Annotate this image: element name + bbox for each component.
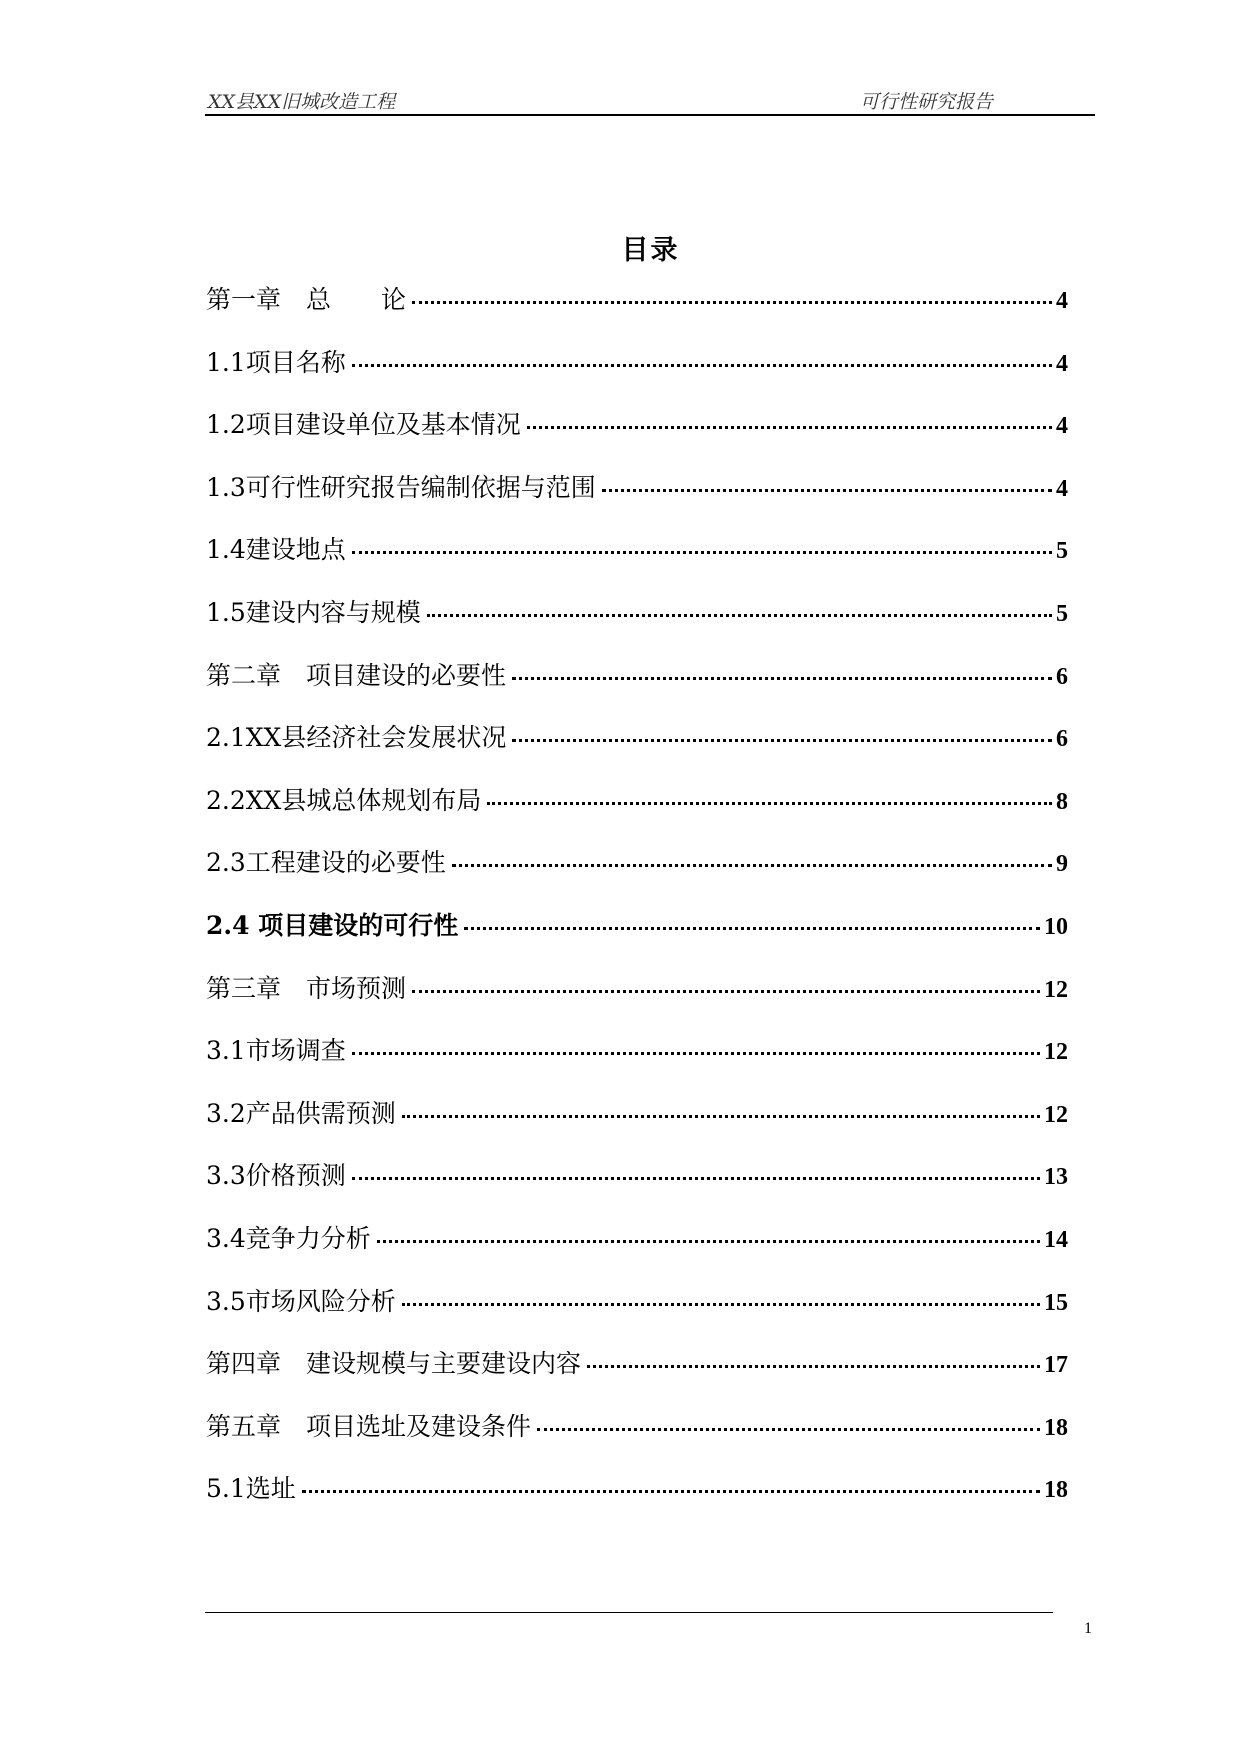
dot-leader	[352, 1052, 1040, 1055]
footer-divider	[205, 1612, 1053, 1613]
toc-entry-page: 10	[1044, 913, 1068, 940]
toc-entry-page: 15	[1044, 1289, 1068, 1316]
toc-entry-page: 4	[1056, 475, 1068, 502]
dot-leader	[352, 1177, 1040, 1180]
toc-entry-3-4[interactable]	[206, 1224, 1068, 1287]
toc-entry-label: 1.2项目建设单位及基本情况	[206, 410, 521, 440]
toc-entry-label: 3.4竞争力分析	[206, 1223, 371, 1253]
header-report-title: 可行性研究报告	[860, 91, 994, 113]
toc-entry-3-2[interactable]	[206, 1099, 1068, 1162]
toc-entry-page: 12	[1044, 1101, 1068, 1128]
toc-entry-label: 1.4建设地点	[206, 535, 346, 565]
toc-entry-page: 5	[1056, 600, 1068, 627]
dot-leader	[402, 1115, 1040, 1118]
page-number: 1	[1084, 1620, 1092, 1637]
toc-entry-chapter-4[interactable]	[206, 1349, 1068, 1412]
toc-entry-page: 18	[1044, 1414, 1068, 1441]
toc-entry-chapter-2[interactable]	[206, 661, 1068, 724]
toc-entry-chapter-1[interactable]	[206, 285, 1068, 348]
dot-leader	[487, 802, 1052, 805]
toc-entry-page: 6	[1056, 663, 1068, 690]
toc-entry-3-5[interactable]	[206, 1287, 1068, 1350]
toc-entry-page: 4	[1056, 288, 1068, 314]
toc-entry-label: 2.3工程建设的必要性	[206, 848, 446, 878]
toc-entry-page: 12	[1044, 1039, 1068, 1066]
dot-leader	[402, 1303, 1040, 1306]
toc-entry-label: 3.3价格预测	[206, 1161, 346, 1191]
toc-entry-label: 1.5建设内容与规模	[206, 597, 421, 627]
toc-entry-page: 5	[1056, 538, 1068, 565]
toc-entry-label: 2.4 项目建设的可行性	[206, 910, 459, 940]
toc-entry-2-2[interactable]	[206, 786, 1068, 849]
toc-entry-label: 2.2XX县城总体规划布局	[206, 785, 482, 815]
toc-entry-label: 第五章 项目选址及建设条件	[206, 1411, 532, 1441]
toc-entry-label: 第三章 市场预测	[206, 973, 407, 1003]
dot-leader	[427, 614, 1052, 617]
dot-leader	[412, 990, 1040, 993]
toc-entry-chapter-5[interactable]	[206, 1412, 1068, 1475]
page-header	[205, 84, 1095, 116]
toc-entry-label: 3.2产品供需预测	[206, 1098, 396, 1128]
toc-entry-label: 3.1市场调查	[206, 1036, 346, 1066]
toc-entry-5-1[interactable]	[206, 1474, 1068, 1537]
dot-leader	[587, 1365, 1040, 1368]
toc-entry-label: 1.1项目名称	[206, 347, 346, 377]
toc-title: 目录	[621, 235, 680, 266]
toc-entry-2-1[interactable]	[206, 723, 1068, 786]
toc-entry-2-4[interactable]	[206, 911, 1068, 974]
toc-entry-page: 4	[1056, 350, 1068, 377]
toc-entry-3-3[interactable]	[206, 1161, 1068, 1224]
toc-entry-1-5[interactable]	[206, 598, 1068, 661]
toc-entry-page: 17	[1044, 1352, 1068, 1379]
toc-entry-2-3[interactable]	[206, 848, 1068, 911]
dot-leader	[512, 739, 1052, 742]
toc-entry-3-1[interactable]	[206, 1036, 1068, 1099]
dot-leader	[412, 301, 1052, 304]
toc-entry-chapter-3[interactable]	[206, 974, 1068, 1037]
toc-entry-label: 5.1选址	[206, 1474, 296, 1504]
dot-leader	[512, 677, 1052, 680]
dot-leader	[527, 426, 1052, 429]
toc-entry-label: 第一章 总 论	[206, 285, 407, 314]
toc-entry-page: 8	[1056, 788, 1068, 815]
toc-entry-1-2[interactable]	[206, 410, 1068, 473]
toc-entry-1-4[interactable]	[206, 535, 1068, 598]
toc-entry-page: 13	[1044, 1164, 1068, 1191]
toc-entry-page: 9	[1056, 851, 1068, 878]
toc-entry-1-3[interactable]	[206, 473, 1068, 536]
toc-entry-label: 2.1XX县经济社会发展状况	[206, 723, 507, 753]
toc-entry-label: 3.5市场风险分析	[206, 1286, 396, 1316]
dot-leader	[537, 1428, 1040, 1431]
toc-entry-page: 18	[1044, 1477, 1068, 1504]
dot-leader	[352, 551, 1052, 554]
dot-leader	[464, 927, 1040, 930]
toc-entry-page: 12	[1044, 976, 1068, 1003]
toc-entry-page: 4	[1056, 413, 1068, 440]
dot-leader	[302, 1490, 1040, 1493]
header-project-title: XX县XX旧城改造工程	[208, 91, 396, 113]
toc-entry-label: 第四章 建设规模与主要建设内容	[206, 1349, 582, 1379]
table-of-contents	[206, 285, 1068, 1537]
toc-entry-label: 1.3可行性研究报告编制依据与范围	[206, 472, 596, 502]
toc-entry-label: 第二章 项目建设的必要性	[206, 660, 507, 690]
dot-leader	[452, 864, 1052, 867]
dot-leader	[352, 364, 1052, 367]
toc-entry-1-1[interactable]	[206, 348, 1068, 411]
toc-entry-page: 6	[1056, 726, 1068, 753]
dot-leader	[602, 489, 1052, 492]
dot-leader	[377, 1240, 1040, 1243]
toc-entry-page: 14	[1044, 1226, 1068, 1253]
